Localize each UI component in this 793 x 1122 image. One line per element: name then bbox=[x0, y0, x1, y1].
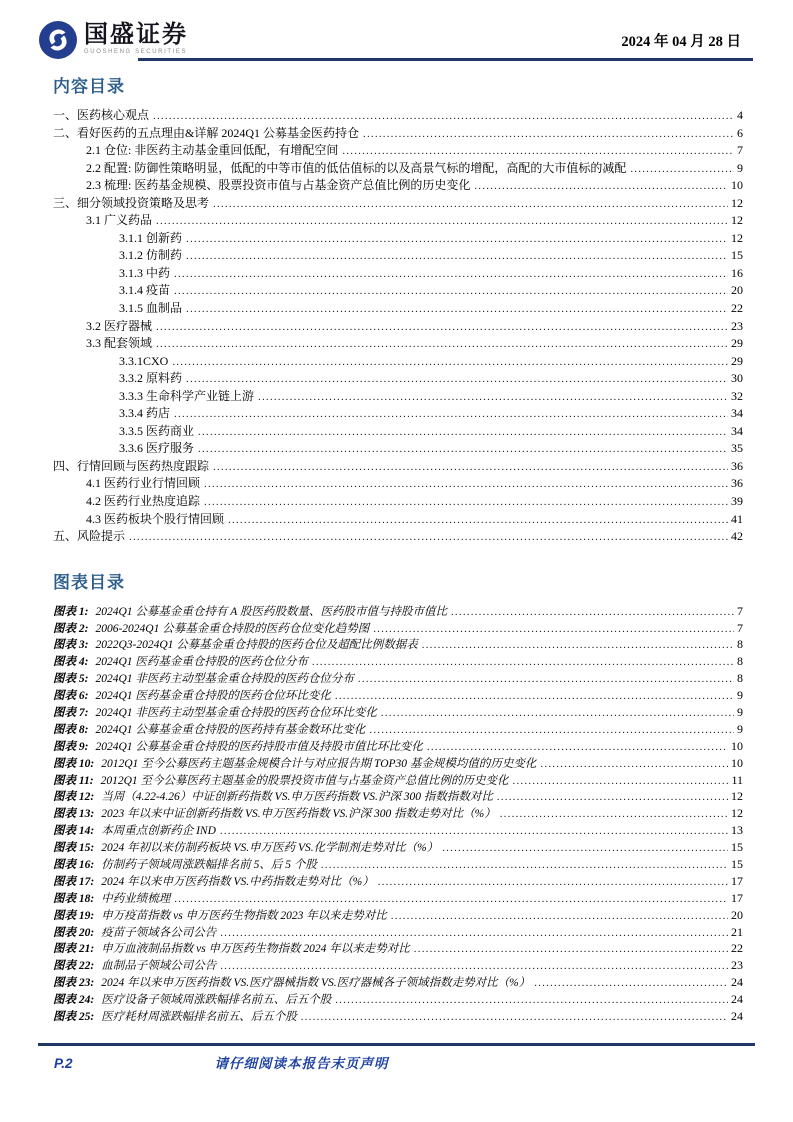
page-number: 12 bbox=[731, 213, 743, 228]
page-number: 7 bbox=[737, 620, 743, 635]
toc-item-label: 3.2 医疗器械 bbox=[86, 318, 153, 333]
figure-item[interactable] bbox=[53, 788, 743, 805]
page-number: 9 bbox=[737, 160, 743, 175]
toc-item[interactable] bbox=[53, 458, 743, 476]
page-number: 15 bbox=[731, 857, 743, 872]
dot-leader bbox=[358, 671, 734, 687]
toc-item-label: 3.1.3 中药 bbox=[119, 265, 171, 280]
toc-item-label: 3.1.5 血制品 bbox=[119, 301, 183, 316]
dot-leader bbox=[369, 722, 734, 738]
page-number: 12 bbox=[731, 230, 743, 245]
dot-leader bbox=[513, 773, 729, 789]
figure-item-number: 图表 21: bbox=[53, 943, 95, 956]
figure-item-number: 图表 16: bbox=[53, 859, 95, 872]
dot-leader bbox=[153, 107, 734, 125]
figure-item-label: 2023 年以来中证创新药指数 VS.申万医药指数 VS.沪深 300 指数走势对比（%） bbox=[101, 808, 496, 821]
page-number: 12 bbox=[731, 789, 743, 804]
figure-item-label: 医疗设备子领域周涨跌幅排名前五、后五个股 bbox=[101, 994, 332, 1007]
figure-item-number: 图表 4: bbox=[53, 656, 89, 669]
figure-item[interactable] bbox=[53, 873, 743, 890]
dot-leader bbox=[312, 654, 734, 670]
page-number: 24 bbox=[731, 1009, 743, 1024]
dot-leader bbox=[442, 840, 728, 856]
figure-item[interactable] bbox=[53, 856, 743, 873]
page-number: 24 bbox=[731, 975, 743, 990]
figure-item-number: 图表 22: bbox=[53, 960, 95, 973]
page-number: 10 bbox=[731, 178, 743, 193]
toc-item[interactable] bbox=[53, 440, 743, 458]
figure-item-label: 中药业绩梳理 bbox=[101, 892, 171, 905]
toc-item[interactable] bbox=[53, 318, 743, 336]
dot-leader bbox=[204, 493, 728, 511]
figure-item[interactable] bbox=[53, 957, 743, 974]
figure-item-label: 2024Q1 公募基金重仓持有 A 股医药股数量、医药股市值与持股市值比 bbox=[95, 605, 447, 618]
page-number: 34 bbox=[731, 406, 743, 421]
page-number: 22 bbox=[731, 301, 743, 316]
dot-leader bbox=[172, 353, 728, 371]
figure-item[interactable] bbox=[53, 1008, 743, 1025]
page-number: 8 bbox=[737, 654, 743, 669]
dot-leader bbox=[220, 823, 728, 839]
dot-leader bbox=[174, 405, 728, 423]
figure-item-label: 申万血液制品指数 vs 申万医药生物指数 2024 年以来走势对比 bbox=[101, 943, 410, 956]
figure-item-number: 图表 17: bbox=[53, 875, 95, 888]
figure-item[interactable] bbox=[53, 974, 743, 991]
page-number: 9 bbox=[737, 688, 743, 703]
dot-leader bbox=[258, 388, 728, 406]
dot-leader bbox=[174, 265, 728, 283]
page-number: 36 bbox=[731, 458, 743, 473]
figure-item-label: 2022Q3-2024Q1 公募基金重仓持股的医药仓位及超配比例数据表 bbox=[95, 639, 418, 652]
dot-leader bbox=[174, 282, 728, 300]
dot-leader bbox=[220, 925, 728, 941]
toc-item[interactable] bbox=[53, 230, 743, 248]
figure-item-number: 图表 23: bbox=[53, 977, 95, 990]
toc-item-label: 2.2 配置: 防御性策略明显，低配的中等市值的低估值标的以及高景气标的增配，高配的大市值标的减配 bbox=[86, 160, 627, 175]
toc-item[interactable] bbox=[53, 405, 743, 423]
toc-content-area bbox=[53, 66, 743, 1025]
figure-item-number: 图表 8: bbox=[53, 723, 89, 736]
toc-item-label: 2.3 梳理: 医药基金规模、股票投资市值与占基金资产总值比例的历史变化 bbox=[86, 178, 471, 193]
toc-item[interactable] bbox=[53, 107, 743, 125]
page-number: 6 bbox=[737, 125, 743, 140]
dot-leader bbox=[534, 975, 728, 991]
dot-leader bbox=[198, 423, 728, 441]
figure-item-label: 医疗耗材周涨跌幅排名前五、后五个股 bbox=[101, 1011, 297, 1024]
figure-item[interactable] bbox=[53, 822, 743, 839]
figure-item-number: 图表 3: bbox=[53, 639, 89, 652]
toc-item[interactable] bbox=[53, 335, 743, 353]
page-number: 23 bbox=[731, 318, 743, 333]
page-number: 7 bbox=[737, 143, 743, 158]
figure-item-number: 图表 9: bbox=[53, 740, 89, 753]
page-number: 9 bbox=[737, 705, 743, 720]
toc-item[interactable] bbox=[53, 511, 743, 529]
dot-leader bbox=[373, 621, 734, 637]
page-number-label: P.2 bbox=[54, 1055, 73, 1071]
page-number: 30 bbox=[731, 371, 743, 386]
toc-item-label: 3.1 广义药品 bbox=[86, 213, 153, 228]
page-number: 13 bbox=[731, 823, 743, 838]
page-number: 12 bbox=[731, 195, 743, 210]
page-number: 36 bbox=[731, 476, 743, 491]
figure-item-label: 2024Q1 医药基金重仓持股的医药仓位环比变化 bbox=[95, 690, 331, 703]
figure-item[interactable] bbox=[53, 603, 743, 620]
figure-item-label: 血制品子领域公司公告 bbox=[101, 960, 217, 973]
toc-item[interactable] bbox=[53, 212, 743, 230]
figure-item-number: 图表 24: bbox=[53, 994, 95, 1007]
dot-leader bbox=[451, 604, 734, 620]
page-number: 41 bbox=[731, 511, 743, 526]
toc-item-label: 五、风险提示 bbox=[53, 529, 126, 544]
dot-leader bbox=[321, 857, 728, 873]
figure-item-label: 2024Q1 医药基金重仓持股的医药仓位分布 bbox=[95, 656, 308, 669]
figure-item-label: 2024 年以来申万医药指数 VS.中药指数走势对比（%） bbox=[101, 875, 374, 888]
figure-item-number: 图表 12: bbox=[53, 791, 95, 804]
page-number: 39 bbox=[731, 494, 743, 509]
figure-item-number: 图表 25: bbox=[53, 1011, 95, 1024]
toc-item-label: 2.1 仓位: 非医药主动基金重回低配，有增配空间 bbox=[86, 143, 339, 158]
dot-leader bbox=[342, 142, 734, 160]
dot-leader bbox=[391, 908, 728, 924]
dot-leader bbox=[474, 177, 728, 195]
dot-leader bbox=[129, 528, 728, 546]
figure-item[interactable] bbox=[53, 924, 743, 941]
dot-leader bbox=[335, 688, 734, 704]
page-number: 35 bbox=[731, 441, 743, 456]
dot-leader bbox=[186, 247, 728, 265]
figure-item[interactable] bbox=[53, 704, 743, 721]
figure-item[interactable] bbox=[53, 805, 743, 822]
figure-item-number: 图表 14: bbox=[53, 825, 95, 838]
figure-item-number: 图表 20: bbox=[53, 926, 95, 939]
toc-item[interactable] bbox=[53, 142, 743, 160]
dot-leader bbox=[213, 195, 728, 213]
toc-item-label: 一、医药核心观点 bbox=[53, 108, 150, 122]
content-toc-list bbox=[53, 107, 743, 546]
brand-text bbox=[84, 20, 188, 55]
figure-item-number: 图表 7: bbox=[53, 707, 89, 720]
figure-item-number: 图表 5: bbox=[53, 673, 89, 686]
figure-item-label: 2024Q1 公募基金重仓持股的医药持有基金数环比变化 bbox=[95, 723, 366, 736]
figure-item[interactable] bbox=[53, 721, 743, 738]
figure-item-label: 本周重点创新药企 IND bbox=[101, 825, 216, 838]
toc-item-label: 3.1.1 创新药 bbox=[119, 230, 183, 245]
dot-leader bbox=[381, 705, 734, 721]
dot-leader bbox=[427, 739, 728, 755]
page-number: 16 bbox=[731, 265, 743, 280]
page-number: 20 bbox=[731, 283, 743, 298]
toc-item[interactable] bbox=[53, 475, 743, 493]
toc-item[interactable] bbox=[53, 423, 743, 441]
figure-item-label: 疫苗子领域各公司公告 bbox=[101, 926, 217, 939]
dot-leader bbox=[156, 318, 728, 336]
dot-leader bbox=[198, 440, 728, 458]
content-toc-title: 内容目录 bbox=[53, 77, 125, 96]
figure-item[interactable] bbox=[53, 839, 743, 856]
toc-item[interactable] bbox=[53, 493, 743, 511]
figure-item-number: 图表 6: bbox=[53, 690, 89, 703]
brand-name-en: GUOSHENG SECURITIES bbox=[84, 49, 188, 55]
figure-item[interactable] bbox=[53, 670, 743, 687]
page-number: 11 bbox=[731, 772, 743, 787]
dot-leader bbox=[156, 335, 728, 353]
figure-item-label: 2024 年初以来仿制药板块 VS.申万医药 VS.化学制剂走势对比（%） bbox=[101, 842, 439, 855]
brand-name: 国盛证券 bbox=[84, 22, 188, 48]
figure-toc-title: 图表目录 bbox=[53, 572, 125, 592]
report-footer bbox=[38, 1043, 755, 1072]
toc-item-label: 3.3.6 医疗服务 bbox=[119, 441, 195, 456]
page-number: 15 bbox=[731, 840, 743, 855]
report-header bbox=[38, 18, 753, 64]
page-number: 32 bbox=[731, 388, 743, 403]
toc-item-label: 3.1.2 仿制药 bbox=[119, 248, 183, 263]
dot-leader bbox=[500, 806, 728, 822]
toc-item-label: 3.3.5 医药商业 bbox=[119, 423, 195, 438]
figure-item-number: 图表 19: bbox=[53, 909, 95, 922]
footer-row bbox=[38, 1052, 755, 1072]
toc-item[interactable] bbox=[53, 370, 743, 388]
figure-item-number: 图表 15: bbox=[53, 842, 95, 855]
page-number: 34 bbox=[731, 423, 743, 438]
figure-item-label: 当周（4.22-4.26）中证创新药指数 VS.申万医药指数 VS.沪深 300 指数指数对比 bbox=[101, 791, 493, 804]
dot-leader bbox=[497, 789, 728, 805]
page-number: 7 bbox=[737, 603, 743, 618]
toc-item-label: 3.3.4 药店 bbox=[119, 406, 171, 421]
guosheng-logo-icon bbox=[38, 20, 78, 60]
dot-leader bbox=[630, 160, 734, 178]
figure-item[interactable] bbox=[53, 940, 743, 957]
figure-item-label: 2006-2024Q1 公募基金重仓持股的医药仓位变化趋势图 bbox=[95, 622, 370, 635]
toc-item-label: 二、看好医药的五点理由&详解 2024Q1 公募基金医药持仓 bbox=[53, 125, 360, 140]
page-number: 29 bbox=[731, 353, 743, 368]
header-divider bbox=[138, 58, 753, 61]
toc-item-label: 三、细分领域投资策略及思考 bbox=[53, 195, 210, 210]
figure-item-number: 图表 13: bbox=[53, 808, 95, 821]
dot-leader bbox=[335, 992, 728, 1008]
figure-item-label: 仿制药子领域周涨跌幅排名前 5、后 5 个股 bbox=[101, 859, 317, 872]
page-number: 42 bbox=[731, 529, 743, 544]
toc-item[interactable] bbox=[53, 160, 743, 178]
figure-item-label: 2012Q1 至今公募医药主题基金规模合计与对应报告期 TOP30 基金规模均值的历史变化 bbox=[101, 757, 537, 770]
toc-item[interactable] bbox=[53, 353, 743, 371]
dot-leader bbox=[156, 212, 728, 230]
page-number: 8 bbox=[737, 637, 743, 652]
dot-leader bbox=[186, 300, 728, 318]
figure-item-number: 图表 18: bbox=[53, 892, 95, 905]
page-number: 10 bbox=[731, 738, 743, 753]
figure-item-label: 2012Q1 至今公募医药主题基金的股票投资市值与占基金资产总值比例的历史变化 bbox=[100, 774, 509, 787]
dot-leader bbox=[220, 958, 728, 974]
figure-item[interactable] bbox=[53, 636, 743, 653]
figure-item[interactable] bbox=[53, 772, 743, 789]
figure-toc-list bbox=[53, 603, 743, 1025]
page-number: 21 bbox=[731, 924, 743, 939]
page-number: 8 bbox=[737, 671, 743, 686]
dot-leader bbox=[186, 230, 728, 248]
toc-item-label: 3.3.1CXO bbox=[119, 353, 169, 368]
toc-item-label: 4.3 医药板块个股行情回顾 bbox=[86, 511, 225, 526]
footer-disclaimer: 请仔细阅读本报告末页声明 bbox=[214, 1055, 389, 1071]
figure-item-label: 2024 年以来申万医药指数 VS.医疗器械指数 VS.医疗器械各子领域指数走势对比（%） bbox=[101, 977, 531, 990]
figure-item[interactable] bbox=[53, 890, 743, 907]
page-number: 17 bbox=[731, 873, 743, 888]
figure-item-label: 申万疫苗指数 vs 申万医药生物指数 2023 年以来走势对比 bbox=[101, 909, 387, 922]
dot-leader bbox=[363, 125, 734, 143]
toc-item[interactable] bbox=[53, 125, 743, 143]
figure-item-number: 图表 2: bbox=[53, 622, 89, 635]
figure-item[interactable] bbox=[53, 738, 743, 755]
dot-leader bbox=[213, 458, 728, 476]
dot-leader bbox=[414, 941, 728, 957]
figure-item[interactable] bbox=[53, 687, 743, 704]
toc-item[interactable] bbox=[53, 247, 743, 265]
figure-item-number: 图表 11: bbox=[53, 774, 94, 787]
figure-item-label: 2024Q1 公募基金重仓持股的医药持股市值及持股市值比环比变化 bbox=[95, 740, 423, 753]
figure-item-number: 图表 1: bbox=[53, 605, 89, 618]
dot-leader bbox=[174, 891, 728, 907]
toc-item[interactable] bbox=[53, 195, 743, 213]
dot-leader bbox=[540, 756, 728, 772]
page-number: 9 bbox=[737, 721, 743, 736]
toc-item[interactable] bbox=[53, 177, 743, 195]
toc-item-label: 四、行情回顾与医药热度跟踪 bbox=[53, 458, 210, 473]
toc-item-label: 3.1.4 疫苗 bbox=[119, 283, 171, 298]
toc-item[interactable] bbox=[53, 528, 743, 546]
dot-leader bbox=[301, 1009, 728, 1025]
toc-item[interactable] bbox=[53, 265, 743, 283]
brand-block bbox=[38, 20, 188, 60]
figure-item[interactable] bbox=[53, 755, 743, 772]
page-number: 23 bbox=[731, 958, 743, 973]
report-date: 2024 年 04 月 28 日 bbox=[621, 34, 741, 50]
toc-item-label: 3.3.2 原料药 bbox=[119, 371, 183, 386]
figure-item[interactable] bbox=[53, 991, 743, 1008]
page-number: 22 bbox=[731, 941, 743, 956]
toc-item-label: 4.1 医药行业行情回顾 bbox=[86, 476, 201, 491]
dot-leader bbox=[228, 511, 728, 529]
page-number: 10 bbox=[731, 755, 743, 770]
page-number: 24 bbox=[731, 992, 743, 1007]
dot-leader bbox=[378, 874, 728, 890]
figure-item-number: 图表 10: bbox=[53, 757, 95, 770]
page-number: 29 bbox=[731, 336, 743, 351]
dot-leader bbox=[422, 637, 734, 653]
page-number: 15 bbox=[731, 248, 743, 263]
figure-item[interactable] bbox=[53, 620, 743, 637]
toc-item[interactable] bbox=[53, 282, 743, 300]
dot-leader bbox=[204, 475, 728, 493]
toc-item-label: 3.3.3 生命科学产业链上游 bbox=[119, 388, 255, 403]
page-number: 12 bbox=[731, 806, 743, 821]
page-number: 20 bbox=[731, 907, 743, 922]
figure-item-label: 2024Q1 非医药主动型基金重仓持股的医药仓位分布 bbox=[95, 673, 354, 686]
toc-item-label: 4.2 医药行业热度追踪 bbox=[86, 494, 201, 509]
figure-item-label: 2024Q1 非医药主动型基金重仓持股的医药仓位环比变化 bbox=[95, 707, 377, 720]
dot-leader bbox=[186, 370, 728, 388]
figure-item[interactable] bbox=[53, 653, 743, 670]
toc-item[interactable] bbox=[53, 300, 743, 318]
page-number: 17 bbox=[731, 890, 743, 905]
footer-divider bbox=[38, 1043, 755, 1046]
page-number: 4 bbox=[737, 108, 743, 122]
figure-item[interactable] bbox=[53, 907, 743, 924]
toc-item-label: 3.3 配套领域 bbox=[86, 336, 153, 351]
toc-item[interactable] bbox=[53, 388, 743, 406]
